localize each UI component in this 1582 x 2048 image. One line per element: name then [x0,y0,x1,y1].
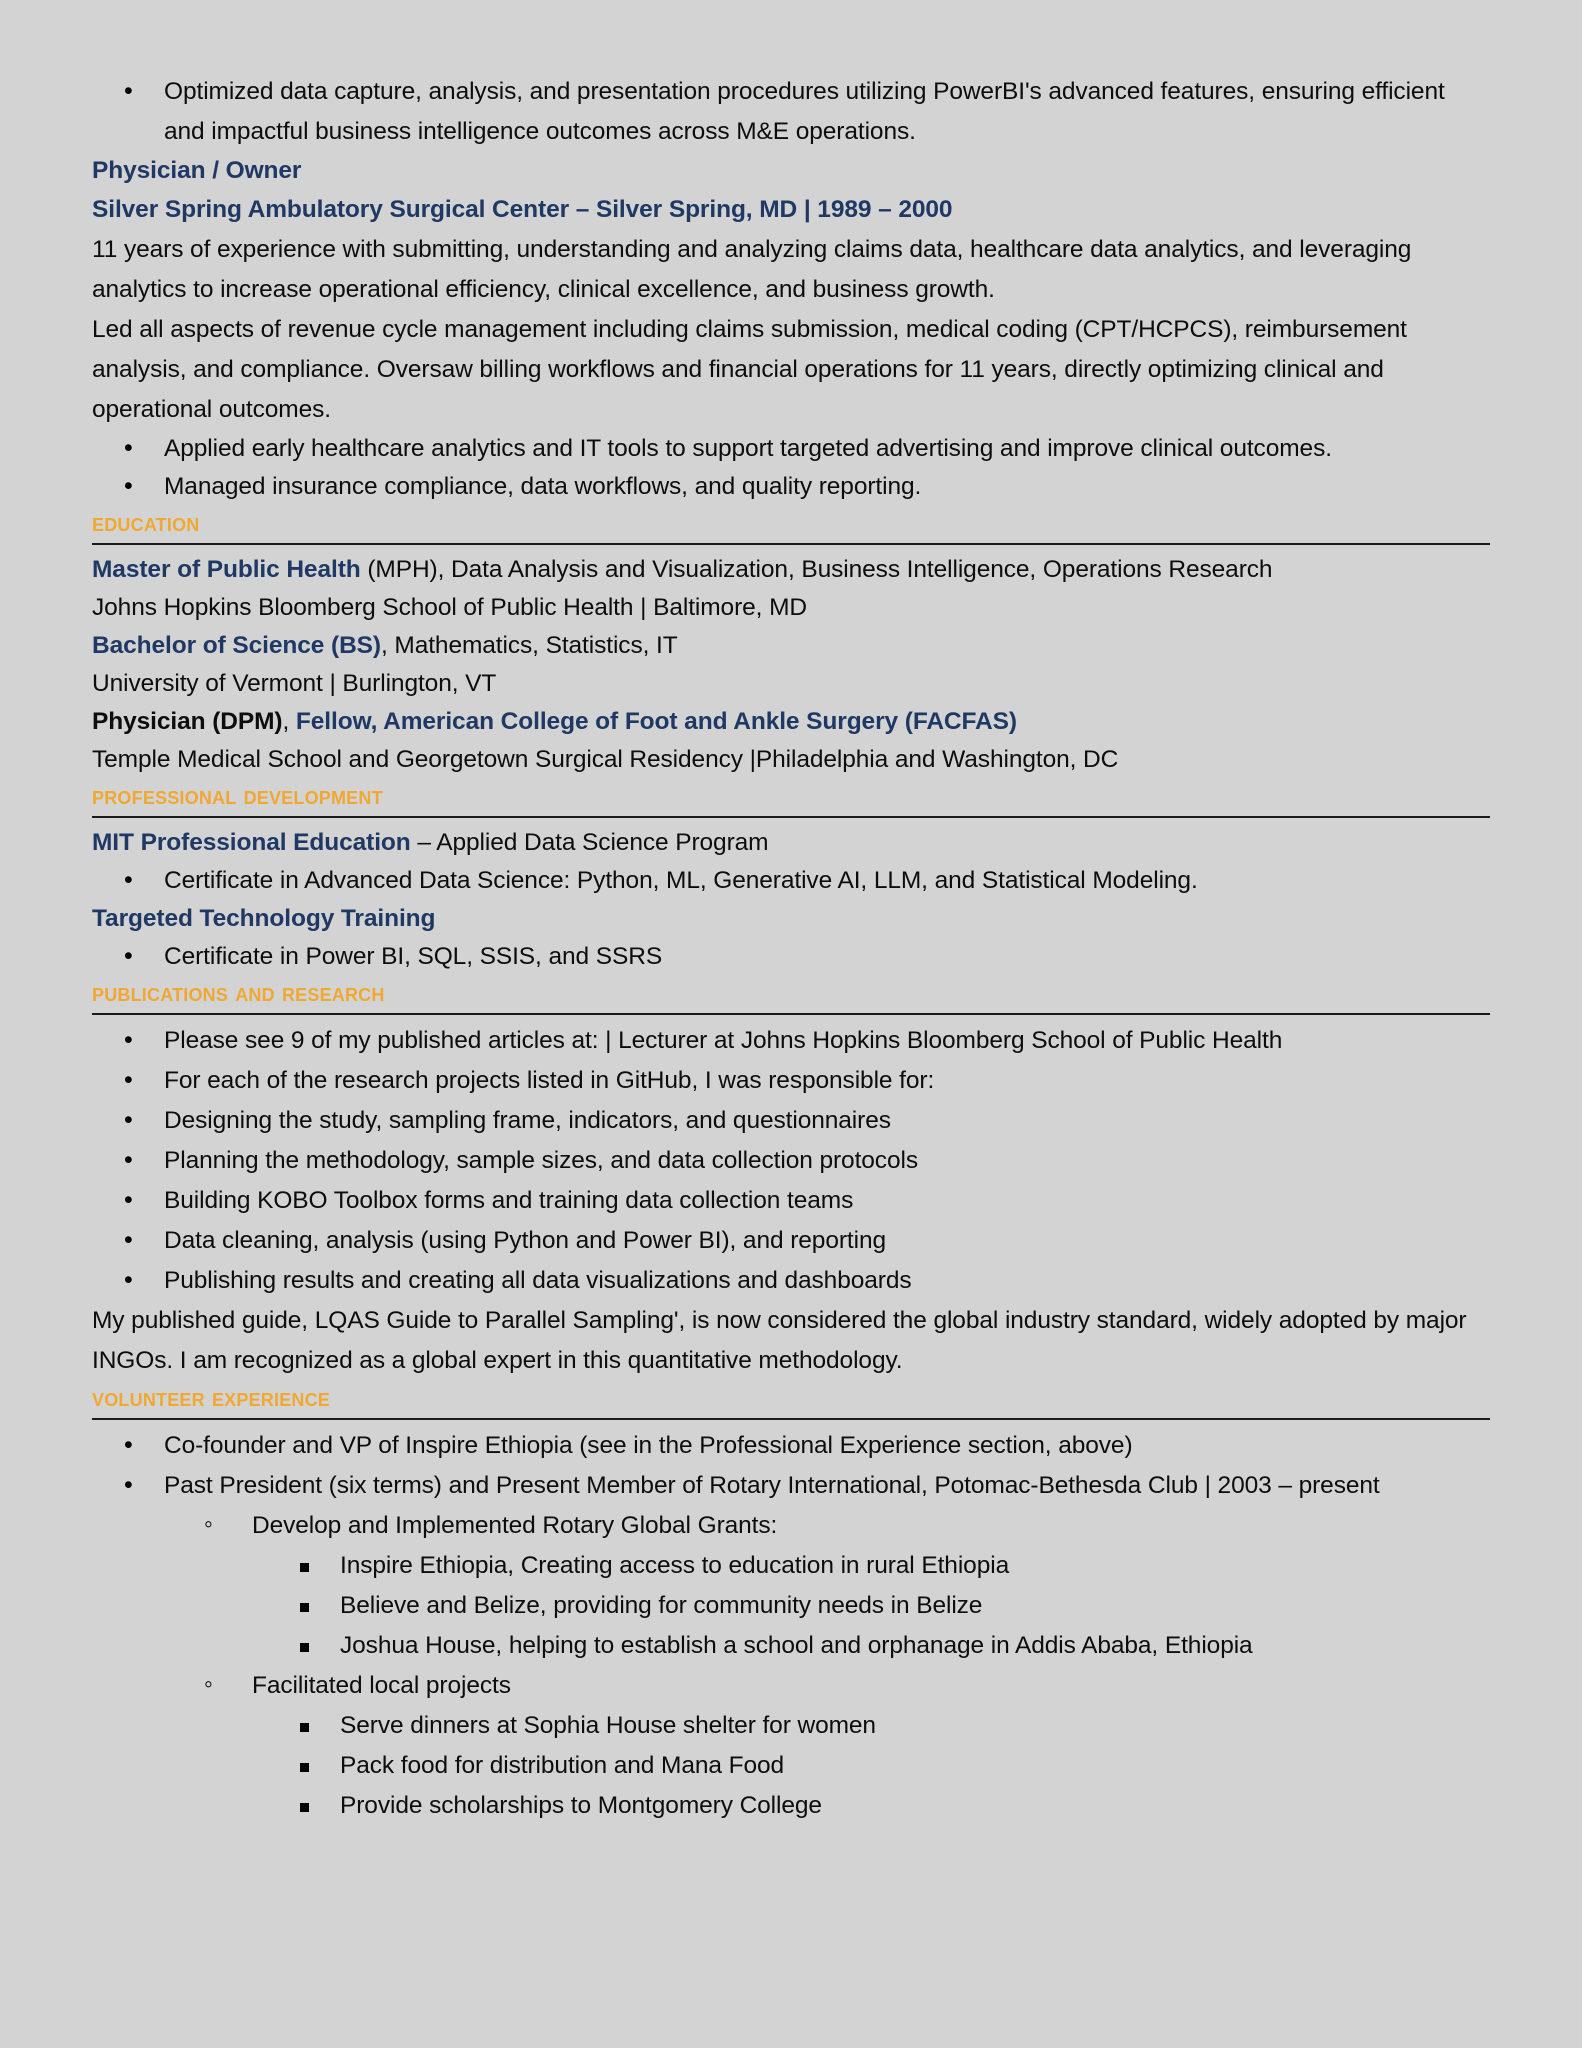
prof-dev-bullets-mit [92,862,1490,900]
list-item: Believe and Belize, providing for community needs in Belize [92,1586,1490,1626]
resume-content [92,72,1490,1826]
program-detail: – Applied Data Science Program [410,829,769,856]
list-item: • Past President (six terms) and Present Member of Rotary International, Potomac-Bethesda Club | 2003 – present [92,1466,1490,1506]
list-item: • Optimized data capture, analysis, and presentation procedures utilizing PowerBI's advanced features, ensuring efficient and impactful business intelligence outcomes across M&E operations. [92,72,1490,152]
list-item: Joshua House, helping to establish a school and orphanage in Addis Ababa, Ethiopia [92,1626,1490,1666]
publications-bullets [92,1021,1490,1301]
volunteer-subgroup-local [92,1666,1490,1706]
degree-fellowship: Fellow, American College of Foot and Ankle Surgery (FACFAS) [289,708,1017,735]
education-entry-school: Temple Medical School and Georgetown Surgical Residency |Philadelphia and Washington, DC [92,746,1119,773]
degree-detail: (MPH), Data Analysis and Visualization, Business Intelligence, Operations Research [360,556,1273,583]
list-item: Provide scholarships to Montgomery College [92,1786,1490,1826]
education-entry-degree [92,627,1490,665]
prof-dev-bullets-tech [92,938,1490,976]
employer-line-silver-spring: Silver Spring Ambulatory Surgical Center – Silver Spring, MD | 1989 – 2000 [92,196,953,223]
list-item: ◦ Develop and Implemented Rotary Global Grants: [92,1506,1490,1546]
section-divider-professional-development [92,816,1490,818]
section-divider-education [92,543,1490,545]
list-item: • Please see 9 of my published articles at: | Lecturer at Johns Hopkins Bloomberg School of Public Health [92,1021,1490,1061]
education-entry-degree [92,703,1490,741]
section-divider-publications [92,1013,1490,1015]
program-name: MIT Professional Education [92,829,411,856]
list-item: • Designing the study, sampling frame, indicators, and questionnaires [92,1101,1490,1141]
volunteer-bullets [92,1426,1490,1506]
section-heading-volunteer: volunteer experience [92,1384,330,1412]
degree-detail: , Mathematics, Statistics, IT [380,632,678,659]
job-title-physician-owner: Physician / Owner [92,157,302,184]
education-entry-school: Johns Hopkins Bloomberg School of Public Health | Baltimore, MD [92,594,807,621]
program-name: Targeted Technology Training [92,905,436,932]
experience-paragraph-2: Led all aspects of revenue cycle management including claims submission, medical coding (CPT/HCPCS), reimbursement analysis, and compliance. Oversaw billing workflows and financial operations for 11 years, directly optimizing clinical and operational outcomes. [92,316,1407,423]
list-item: • Certificate in Advanced Data Science: Python, ML, Generative AI, LLM, and Statistical Modeling. [92,862,1490,900]
section-divider-volunteer [92,1418,1490,1420]
list-item: • For each of the research projects listed in GitHub, I was responsible for: [92,1061,1490,1101]
degree-detail: , [282,708,290,735]
list-item: • Building KOBO Toolbox forms and training data collection teams [92,1181,1490,1221]
experience-paragraph-1: 11 years of experience with submitting, understanding and analyzing claims data, healthcare data analytics, and leveraging analytics to increase operational efficiency, clinical excellence, and business growth. [92,236,1412,303]
list-item: • Managed insurance compliance, data workflows, and quality reporting. [92,468,1490,506]
publications-closing-paragraph: My published guide, LQAS Guide to Parallel Sampling', is now considered the global industry standard, widely adopted by major INGOs. I am recognized as a global expert in this quantitative methodology. [92,1307,1467,1374]
volunteer-grant-items [92,1546,1490,1666]
list-item: • Planning the methodology, sample sizes, and data collection protocols [92,1141,1490,1181]
prof-dev-item-title [92,824,1490,862]
list-item: • Certificate in Power BI, SQL, SSIS, and SSRS [92,938,1490,976]
previous-experience-bullets [92,72,1490,152]
degree-name: Bachelor of Science (BS) [92,632,381,659]
list-item: Inspire Ethiopia, Creating access to education in rural Ethiopia [92,1546,1490,1586]
degree-name: Master of Public Health [92,556,361,583]
education-entry-degree [92,551,1490,589]
list-item: • Publishing results and creating all data visualizations and dashboards [92,1261,1490,1301]
volunteer-subgroup-grants [92,1506,1490,1546]
section-heading-education: education [92,509,200,537]
list-item: Serve dinners at Sophia House shelter for women [92,1706,1490,1746]
section-heading-professional-development: professional development [92,782,383,810]
volunteer-local-items [92,1706,1490,1826]
list-item: • Co-founder and VP of Inspire Ethiopia (see in the Professional Experience section, above) [92,1426,1490,1466]
education-entry-school: University of Vermont | Burlington, VT [92,670,497,697]
prof-dev-item-title [92,900,1490,938]
list-item: Pack food for distribution and Mana Food [92,1746,1490,1786]
section-heading-publications: publications and research [92,979,385,1007]
list-item: • Data cleaning, analysis (using Python and Power BI), and reporting [92,1221,1490,1261]
physician-owner-bullets [92,430,1490,506]
list-item: • Applied early healthcare analytics and IT tools to support targeted advertising and improve clinical outcomes. [92,430,1490,468]
degree-name: Physician (DPM) [92,708,283,735]
list-item: ◦ Facilitated local projects [92,1666,1490,1706]
